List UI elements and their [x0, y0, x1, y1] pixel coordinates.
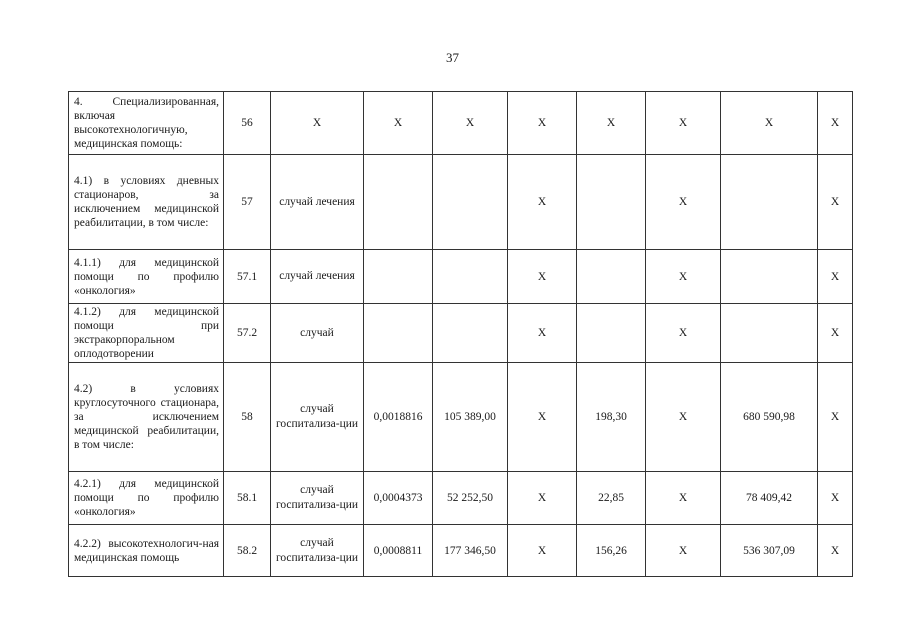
row-number: 58 — [224, 363, 271, 472]
row-cell: X — [646, 250, 721, 304]
row-cell: X — [508, 363, 577, 472]
row-cell: X — [508, 472, 577, 525]
row-cell: X — [818, 92, 853, 155]
data-table — [68, 91, 853, 577]
row-cell: X — [577, 92, 646, 155]
table-row — [69, 250, 853, 304]
row-unit: X — [271, 92, 364, 155]
row-unit: случай лечения — [271, 250, 364, 304]
row-name: 4.2.1) для медицинской помощи по профилю «онкология» — [69, 472, 224, 525]
row-cell — [433, 155, 508, 250]
row-cell: X — [508, 250, 577, 304]
row-cell: 0,0004373 — [364, 472, 433, 525]
row-cell — [577, 250, 646, 304]
row-cell: X — [508, 92, 577, 155]
row-cell: 536 307,09 — [721, 525, 818, 577]
row-name: 4.2.2) высокотехнологич-ная медицинская помощь — [69, 525, 224, 577]
row-cell: 680 590,98 — [721, 363, 818, 472]
row-cell: X — [646, 92, 721, 155]
row-unit: случай — [271, 304, 364, 363]
row-cell — [364, 304, 433, 363]
row-cell: 156,26 — [577, 525, 646, 577]
row-name: 4. Специализированная, включая высокотехнологичную, медицинская помощь: — [69, 92, 224, 155]
row-number: 57.1 — [224, 250, 271, 304]
row-cell: X — [433, 92, 508, 155]
row-cell — [364, 155, 433, 250]
table-row — [69, 525, 853, 577]
row-cell: X — [818, 155, 853, 250]
row-number: 57.2 — [224, 304, 271, 363]
row-cell — [721, 250, 818, 304]
row-name: 4.1.1) для медицинской помощи по профилю «онкология» — [69, 250, 224, 304]
row-cell: 0,0008811 — [364, 525, 433, 577]
row-cell: 52 252,50 — [433, 472, 508, 525]
row-cell — [721, 155, 818, 250]
row-cell: X — [818, 304, 853, 363]
row-cell — [577, 304, 646, 363]
row-cell: 0,0018816 — [364, 363, 433, 472]
row-cell: X — [818, 472, 853, 525]
table-row — [69, 92, 853, 155]
table-row — [69, 304, 853, 363]
row-cell: X — [508, 155, 577, 250]
row-name: 4.1.2) для медицинской помощи при экстракорпоральном оплодотворении — [69, 304, 224, 363]
row-unit: случай госпитализа-ции — [271, 363, 364, 472]
row-cell: X — [818, 250, 853, 304]
row-cell: X — [646, 304, 721, 363]
row-cell: 105 389,00 — [433, 363, 508, 472]
row-name: 4.1) в условиях дневных стационаров, за исключением медицинской реабилитации, в том числе: — [69, 155, 224, 250]
row-cell: X — [646, 155, 721, 250]
row-unit: случай лечения — [271, 155, 364, 250]
row-cell — [721, 304, 818, 363]
row-cell: 22,85 — [577, 472, 646, 525]
row-cell: X — [818, 363, 853, 472]
row-cell: 177 346,50 — [433, 525, 508, 577]
table-row — [69, 155, 853, 250]
row-number: 57 — [224, 155, 271, 250]
row-cell: X — [508, 304, 577, 363]
row-cell: X — [646, 363, 721, 472]
row-cell: X — [721, 92, 818, 155]
row-cell — [433, 250, 508, 304]
row-cell: 78 409,42 — [721, 472, 818, 525]
row-cell — [577, 155, 646, 250]
row-number: 56 — [224, 92, 271, 155]
row-unit: случай госпитализа-ции — [271, 525, 364, 577]
row-cell: X — [646, 472, 721, 525]
row-cell: X — [508, 525, 577, 577]
row-number: 58.1 — [224, 472, 271, 525]
row-unit: случай госпитализа-ции — [271, 472, 364, 525]
row-number: 58.2 — [224, 525, 271, 577]
row-cell: 198,30 — [577, 363, 646, 472]
table-row — [69, 363, 853, 472]
table-row — [69, 472, 853, 525]
row-name: 4.2) в условиях круглосуточного стационара, за исключением медицинской реабилитации, в том числе: — [69, 363, 224, 472]
row-cell — [433, 304, 508, 363]
row-cell: X — [364, 92, 433, 155]
row-cell: X — [818, 525, 853, 577]
row-cell: X — [646, 525, 721, 577]
page-number: 37 — [446, 50, 459, 65]
row-cell — [364, 250, 433, 304]
